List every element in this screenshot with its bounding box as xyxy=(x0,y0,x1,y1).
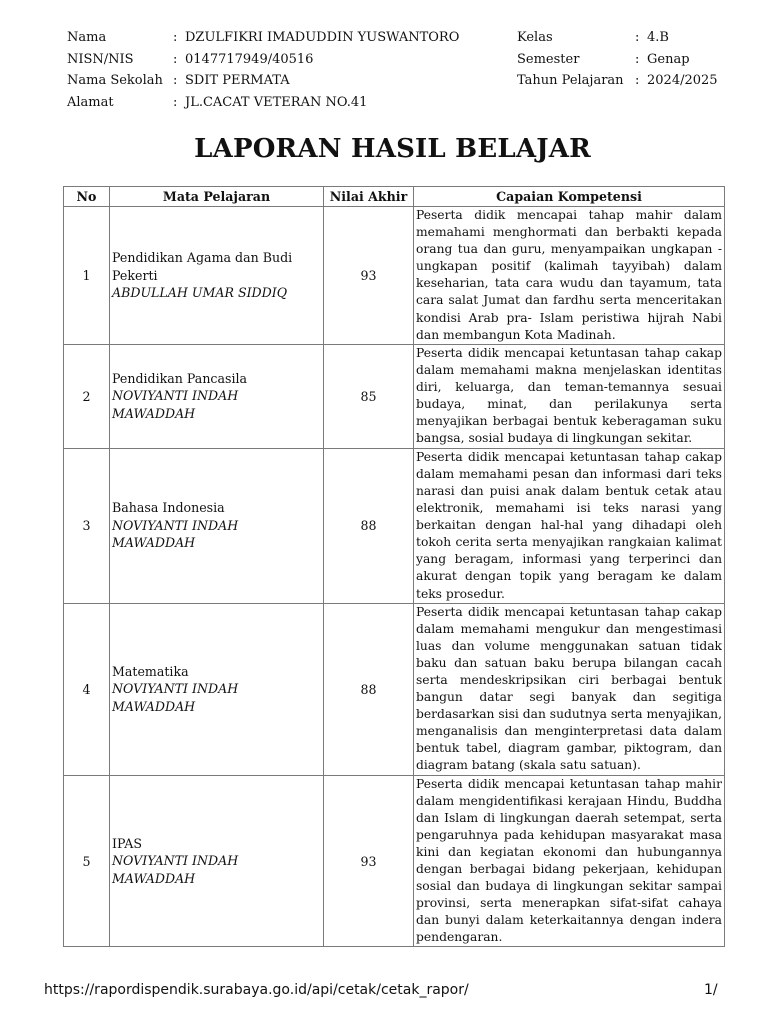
subject-cell xyxy=(110,603,324,775)
page-title: LAPORAN HASIL BELAJAR xyxy=(194,134,591,164)
subject-cell xyxy=(110,207,324,345)
separator: : xyxy=(173,73,178,88)
value-tahun: 2024/2025 xyxy=(647,73,718,88)
row-no: 3 xyxy=(64,448,110,603)
label-tahun: Tahun Pelajaran xyxy=(517,73,624,88)
student-info-left xyxy=(67,27,459,113)
table-row xyxy=(64,448,725,603)
label-nama: Nama xyxy=(67,30,107,45)
row-no: 4 xyxy=(64,603,110,775)
subject-name: Pendidikan Pancasila xyxy=(112,370,248,386)
subject-cell xyxy=(110,775,324,947)
info-row-nama xyxy=(67,27,459,49)
row-no: 2 xyxy=(64,344,110,448)
separator: : xyxy=(173,94,178,110)
table-header-row xyxy=(64,187,725,207)
subject-cell xyxy=(110,344,324,448)
info-row-nisn xyxy=(67,49,459,71)
competency-text: Peserta didik mencapai tahap mahir dalam memahami menghormati dan berbakti kepada orang tua dan guru, menyampaikan ungkapan - ungkapan positif (kalimah tayyibah) dalam keseharian, tata cara wudu dan tayamum, tata cara salat Jumat dan fardhu serta menceritakan kondisi Arab pra- Islam peristiwa hijrah Nabi dan membangun Kota Madinah. xyxy=(414,207,725,345)
info-row-semester xyxy=(517,49,718,71)
header-grade: Nilai Akhir xyxy=(324,187,414,207)
teacher-name: ABDULLAH UMAR SIDDIQ xyxy=(112,285,288,301)
subject-name: Bahasa Indonesia xyxy=(112,500,225,516)
teacher-name: NOVIYANTI INDAH MAWADDAH xyxy=(112,681,239,714)
separator: : xyxy=(635,73,640,88)
grade-value: 93 xyxy=(324,775,414,947)
teacher-name: NOVIYANTI INDAH MAWADDAH xyxy=(112,517,239,551)
grade-value: 88 xyxy=(324,448,414,603)
student-info-right xyxy=(517,27,718,92)
info-row-sekolah xyxy=(67,70,459,92)
competency-text: Peserta didik mencapai ketuntasan tahap cakap dalam memahami pesan dan informasi dari teks narasi dan puisi anak dalam bentuk cetak atau elektronik, memahami isi teks narasi yang berkaitan dengan hal-hal yang dihadapi oleh tokoh cerita serta menyajikan rangkaian kalimat yang beragam, informasi yang terperinci dan akurat dengan topik yang beragam ke dalam teks prosedur. xyxy=(414,448,725,603)
separator: : xyxy=(635,30,640,45)
value-alamat: JL.CACAT VETERAN NO.41 xyxy=(185,94,368,110)
value-semester: Genap xyxy=(647,51,690,67)
teacher-name: NOVIYANTI INDAH MAWADDAH xyxy=(112,388,239,422)
competency-text: Peserta didik mencapai ketuntasan tahap cakap dalam memahami makna menjelaskan identitas diri, keluarga, dan teman-temannya sesuai budaya, minat, dan perilakunya serta menyajikan berbagai bentuk keberagaman suku bangsa, sosial budaya di lingkungan sekitar. xyxy=(414,344,725,448)
header-competency: Capaian Kompetensi xyxy=(414,187,725,207)
grade-value: 88 xyxy=(324,603,414,775)
header-subject: Mata Pelajaran xyxy=(110,187,324,207)
value-nisn: 0147717949/40516 xyxy=(185,51,314,67)
grade-value: 93 xyxy=(324,207,414,345)
row-no: 1 xyxy=(64,207,110,345)
footer-page-number: 1/ xyxy=(704,982,718,998)
subject-name: IPAS xyxy=(112,835,143,851)
header-no: No xyxy=(64,187,110,207)
subject-cell xyxy=(110,448,324,603)
info-row-kelas xyxy=(517,27,718,49)
separator: : xyxy=(173,51,178,67)
table-row xyxy=(64,603,725,775)
table-row xyxy=(64,344,725,448)
label-kelas: Kelas xyxy=(517,30,553,45)
value-nama: DZULFIKRI IMADUDDIN YUSWANTORO xyxy=(185,30,460,45)
label-alamat: Alamat xyxy=(67,94,114,110)
teacher-name: NOVIYANTI INDAH MAWADDAH xyxy=(112,853,239,886)
label-nisn: NISN/NIS xyxy=(67,51,134,67)
grades-table xyxy=(63,186,725,947)
value-sekolah: SDIT PERMATA xyxy=(185,73,290,88)
competency-text: Peserta didik mencapai ketuntasan tahap cakap dalam memahami mengukur dan mengestimasi luas dan volume menggunakan satuan tidak baku dan satuan baku berupa bilangan cacah serta mendeskripsikan ciri berbagai bentuk bangun datar segi banyak dan segitiga berdasarkan sisi dan sudutnya serta menyajikan, menganalisis dan menginterpretasi data dalam bentuk tabel, diagram gambar, piktogram, dan diagram batang (skala satu satuan). xyxy=(414,603,725,775)
table-row xyxy=(64,207,725,345)
separator: : xyxy=(635,51,640,67)
grade-value: 85 xyxy=(324,344,414,448)
subject-name: Matematika xyxy=(112,663,189,679)
value-kelas: 4.B xyxy=(647,30,669,45)
info-row-tahun xyxy=(517,70,718,92)
info-row-alamat xyxy=(67,92,459,114)
row-no: 5 xyxy=(64,775,110,947)
subject-name: Pendidikan Agama dan Budi Pekerti xyxy=(112,249,293,283)
footer-url: https://rapordispendik.surabaya.go.id/api/cetak/cetak_rapor/ xyxy=(44,982,469,998)
label-semester: Semester xyxy=(517,51,580,67)
label-sekolah: Nama Sekolah xyxy=(67,73,163,88)
competency-text: Peserta didik mencapai ketuntasan tahap mahir dalam mengidentifikasi kerajaan Hindu, Buddha dan Islam di lingkungan daerah setempat, serta pengaruhnya pada kehidupan masyarakat masa kini dan kegiatan ekonomi dan hubungannya dengan berbagai bidang pekerjaan, kehidupan sosial dan budaya di lingkungan sekitar sampai provinsi, serta menerapkan sifat-sifat cahaya dan bunyi dalam keterkaitannya dengan indera pendengaran. xyxy=(414,775,725,947)
table-row xyxy=(64,775,725,947)
separator: : xyxy=(173,30,178,45)
